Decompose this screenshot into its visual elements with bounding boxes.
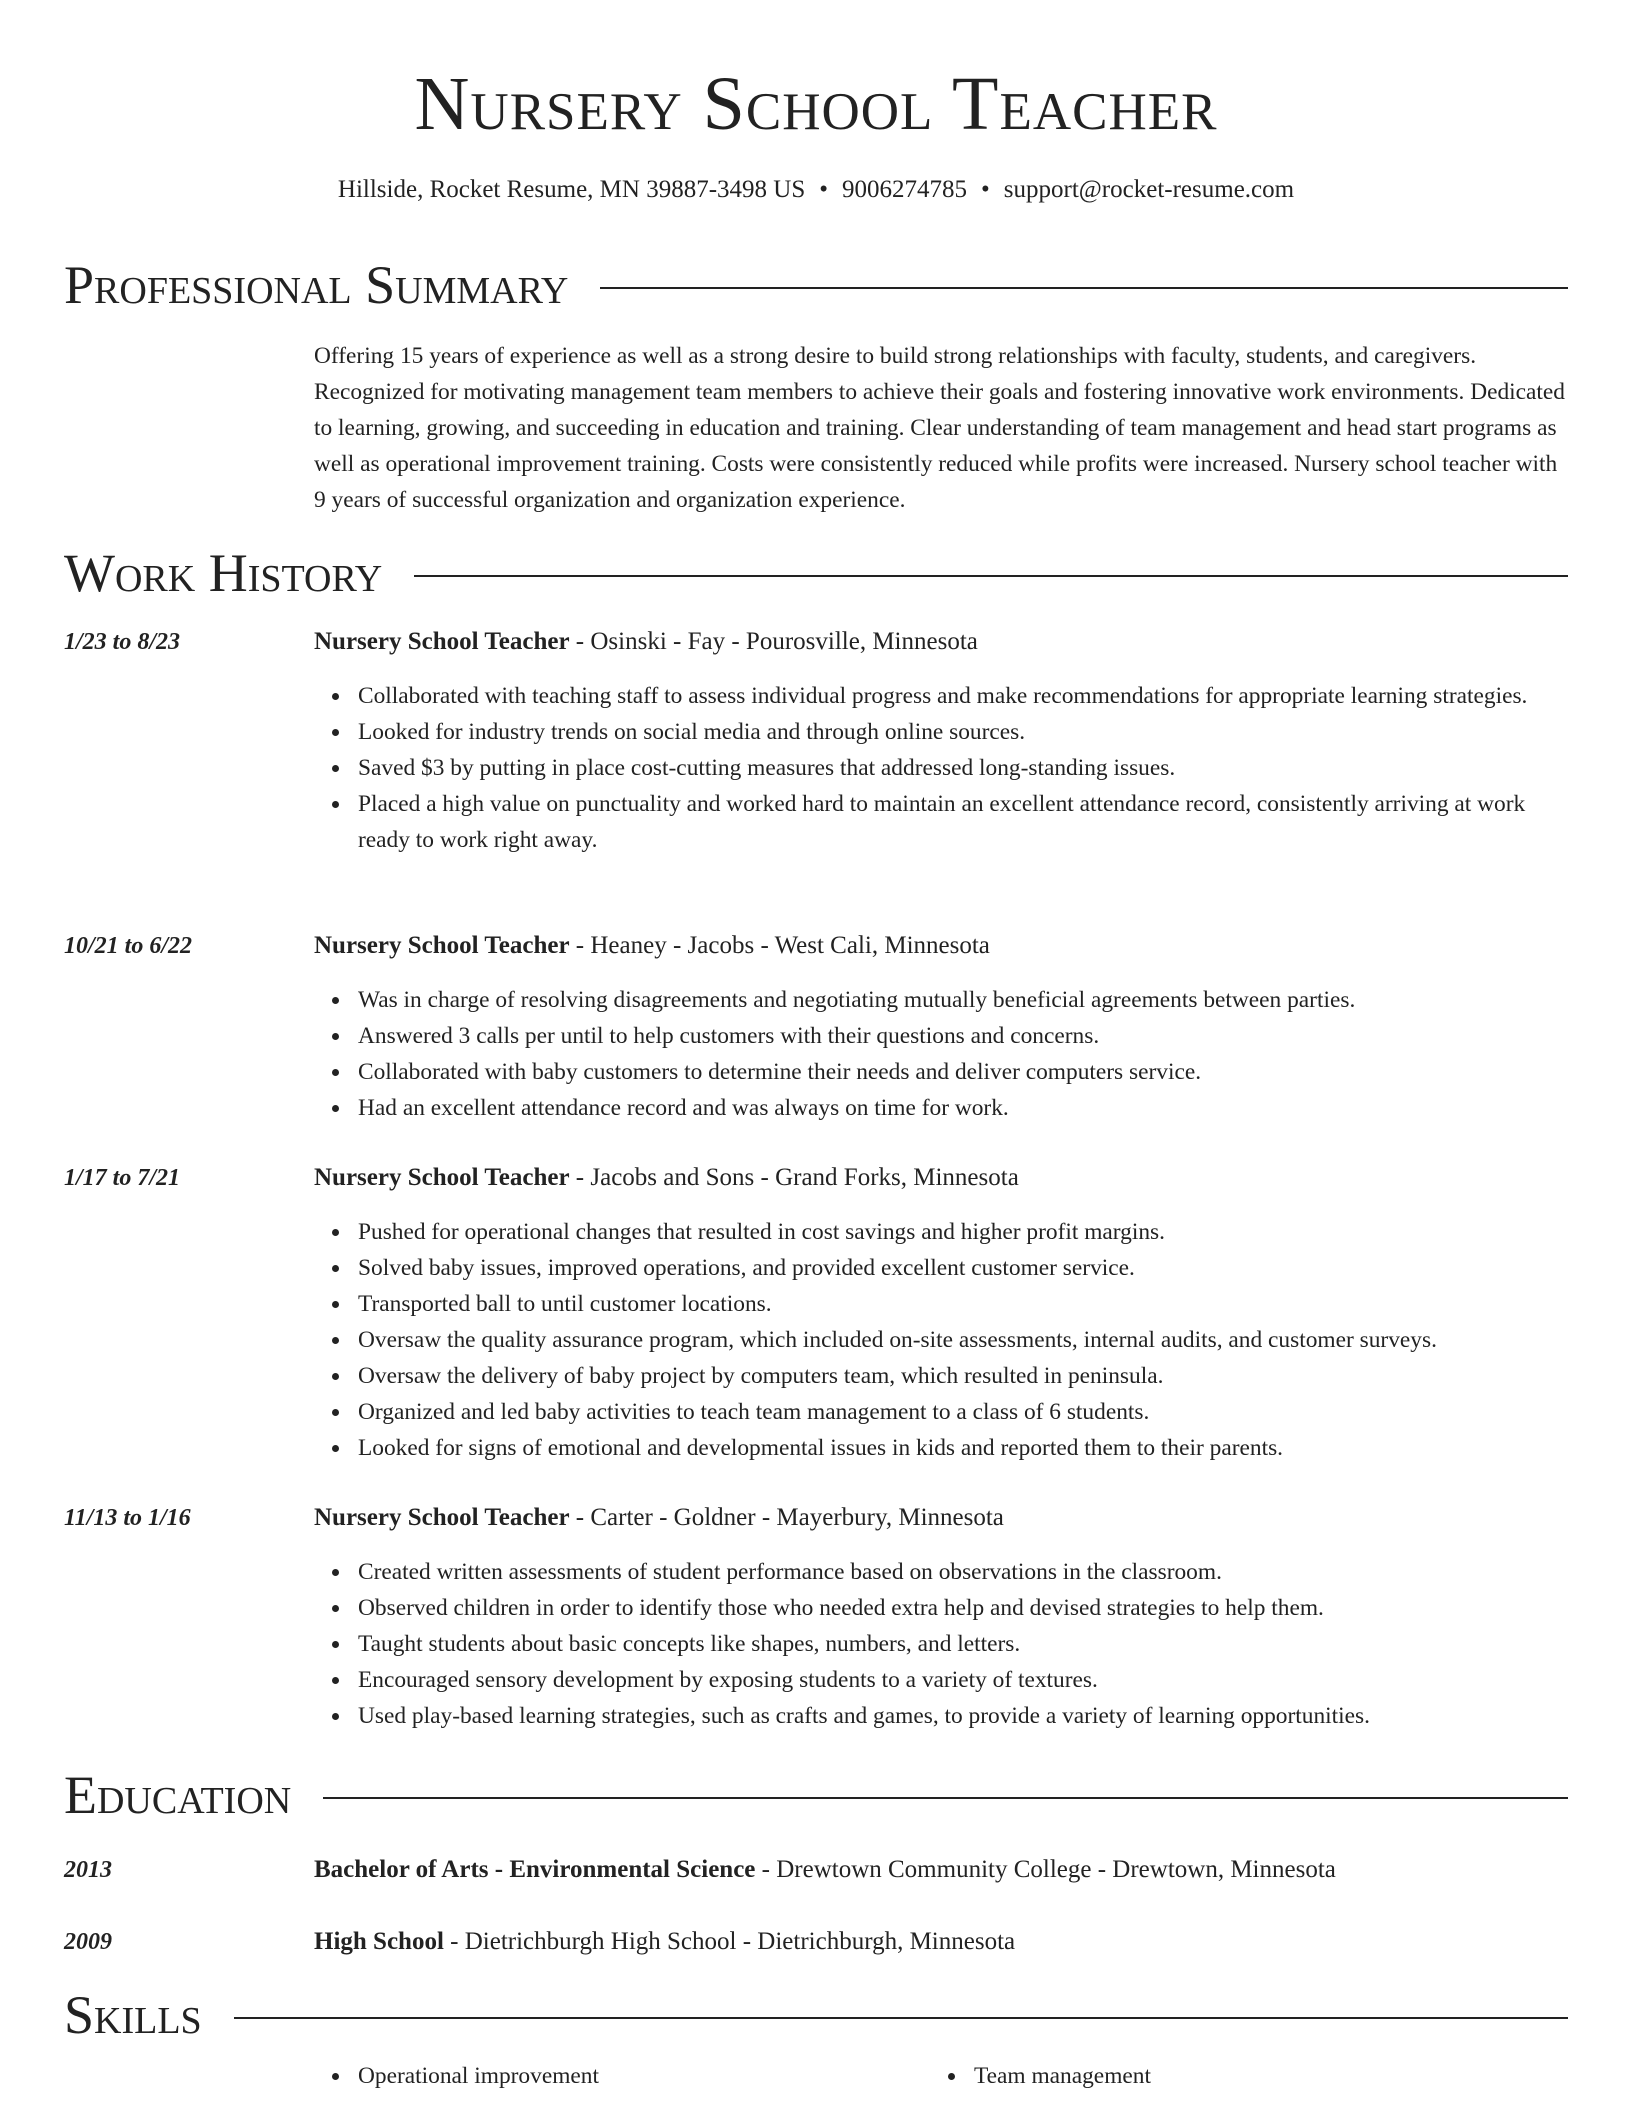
job-details: - Heaney - Jacobs - West Cali, Minnesota [569, 932, 990, 959]
list-item: Had an excellent attendance record and was always on time for work. [358, 1090, 1568, 1126]
skills-column-left [314, 2058, 930, 2094]
job-bullets [358, 1554, 1568, 1734]
education-date: 2009 [64, 1929, 112, 1955]
summary-text: Offering 15 years of experience as well as a strong desire to build strong relationships with faculty, students, and caregivers. Recognized for motivating management team members to achieve their goals and fostering innovative work environments. Dedicated to learning, growing, and succeeding in education and training. Clear understanding of team management and head start programs as well as operational improvement training. Costs were consistently reduced while profits were increased. Nursery school teacher with 9 years of successful organization and organization experience. [314, 343, 1565, 513]
skill-item: Operational improvement [358, 2058, 930, 2094]
job-bullets [358, 982, 1568, 1126]
job-title: Nursery School Teacher [314, 932, 570, 959]
list-item: Created written assessments of student performance based on observations in the classroom. [358, 1554, 1568, 1590]
section-title: Education [64, 1765, 292, 1825]
education-entry [64, 1924, 1568, 1960]
job-date: 1/23 to 8/23 [64, 629, 181, 655]
list-item: Organized and led baby activities to teach team management to a class of 6 students. [358, 1394, 1568, 1430]
education-date: 2013 [64, 1857, 112, 1883]
job-date: 11/13 to 1/16 [64, 1505, 191, 1531]
list-item: Answered 3 calls per until to help customers with their questions and concerns. [358, 1018, 1568, 1054]
list-item: Was in charge of resolving disagreements and negotiating mutually beneficial agreements between parties. [358, 982, 1568, 1018]
list-item: Solved baby issues, improved operations, and provided excellent customer service. [358, 1250, 1568, 1286]
section-heading-education [64, 1760, 1568, 1830]
job-entry [64, 1500, 1568, 1734]
degree-title: High School [314, 1928, 444, 1955]
list-item: Collaborated with teaching staff to assess individual progress and make recommendations for appropriate learning strategies. [358, 678, 1568, 714]
contact-separator: • [819, 176, 829, 203]
section-divider [600, 287, 1568, 289]
job-title: Nursery School Teacher [314, 628, 570, 655]
education-details: - Dietrichburgh High School - Dietrichburgh, Minnesota [443, 1928, 1016, 1955]
job-heading [314, 624, 1568, 660]
contact-line [0, 174, 1632, 206]
list-item: Pushed for operational changes that resulted in cost savings and higher profit margins. [358, 1214, 1568, 1250]
education-details: - Drewtown Community College - Drewtown, Minnesota [755, 1856, 1336, 1883]
job-heading [314, 1160, 1568, 1196]
candidate-name: Nursery School Teacher [414, 62, 1218, 146]
degree-title: Bachelor of Arts - Environmental Science [314, 1856, 756, 1883]
job-title: Nursery School Teacher [314, 1164, 570, 1191]
list-item: Saved $3 by putting in place cost-cutting measures that addressed long-standing issues. [358, 750, 1568, 786]
section-divider [234, 2017, 1568, 2019]
section-heading-skills [64, 1980, 1568, 2050]
list-item: Observed children in order to identify those who needed extra help and devised strategies to help them. [358, 1590, 1568, 1626]
job-details: - Carter - Goldner - Mayerbury, Minnesota [569, 1504, 1004, 1531]
job-bullets [358, 678, 1568, 858]
contact-phone[interactable]: 9006274785 [842, 176, 968, 203]
section-title: Skills [64, 1985, 202, 2045]
job-title: Nursery School Teacher [314, 1504, 570, 1531]
job-entry [64, 624, 1568, 858]
job-heading [314, 928, 1568, 964]
list-item: Encouraged sensory development by exposing students to a variety of textures. [358, 1662, 1568, 1698]
section-divider [323, 1797, 1568, 1799]
education-heading [314, 1852, 1568, 1888]
list-item: Looked for industry trends on social media and through online sources. [358, 714, 1568, 750]
skill-item: Team management [974, 2058, 1546, 2094]
job-entry [64, 928, 1568, 1126]
list-item: Taught students about basic concepts like shapes, numbers, and letters. [358, 1626, 1568, 1662]
section-heading-summary [64, 250, 1568, 320]
job-heading [314, 1500, 1568, 1536]
education-heading [314, 1924, 1568, 1960]
contact-address: Hillside, Rocket Resume, MN 39887-3498 US [337, 176, 806, 203]
skills-column-right [930, 2058, 1546, 2094]
list-item: Oversaw the delivery of baby project by computers team, which resulted in peninsula. [358, 1358, 1568, 1394]
section-title: Professional Summary [64, 255, 569, 315]
list-item: Placed a high value on punctuality and worked hard to maintain an excellent attendance record, consistently arriving at work ready to work right away. [358, 786, 1568, 858]
job-details: - Jacobs and Sons - Grand Forks, Minnesota [569, 1164, 1019, 1191]
list-item: Collaborated with baby customers to determine their needs and deliver computers service. [358, 1054, 1568, 1090]
section-title: Work History [64, 543, 383, 603]
contact-separator: • [981, 176, 990, 203]
list-item: Looked for signs of emotional and developmental issues in kids and reported them to their parents. [358, 1430, 1568, 1466]
job-date: 1/17 to 7/21 [64, 1165, 181, 1191]
section-heading-work-history [64, 538, 1568, 608]
section-divider [414, 575, 1568, 577]
contact-email[interactable]: support@rocket-resume.com [1003, 176, 1295, 203]
list-item: Oversaw the quality assurance program, which included on-site assessments, internal audits, and customer surveys. [358, 1322, 1568, 1358]
job-entry [64, 1160, 1568, 1466]
list-item: Transported ball to until customer locations. [358, 1286, 1568, 1322]
list-item: Used play-based learning strategies, such as crafts and games, to provide a variety of learning opportunities. [358, 1698, 1568, 1734]
education-entry [64, 1852, 1568, 1888]
job-bullets [358, 1214, 1568, 1466]
skills-list [314, 2058, 1568, 2094]
job-details: - Osinski - Fay - Pourosville, Minnesota [569, 628, 978, 655]
job-date: 10/21 to 6/22 [64, 933, 193, 959]
